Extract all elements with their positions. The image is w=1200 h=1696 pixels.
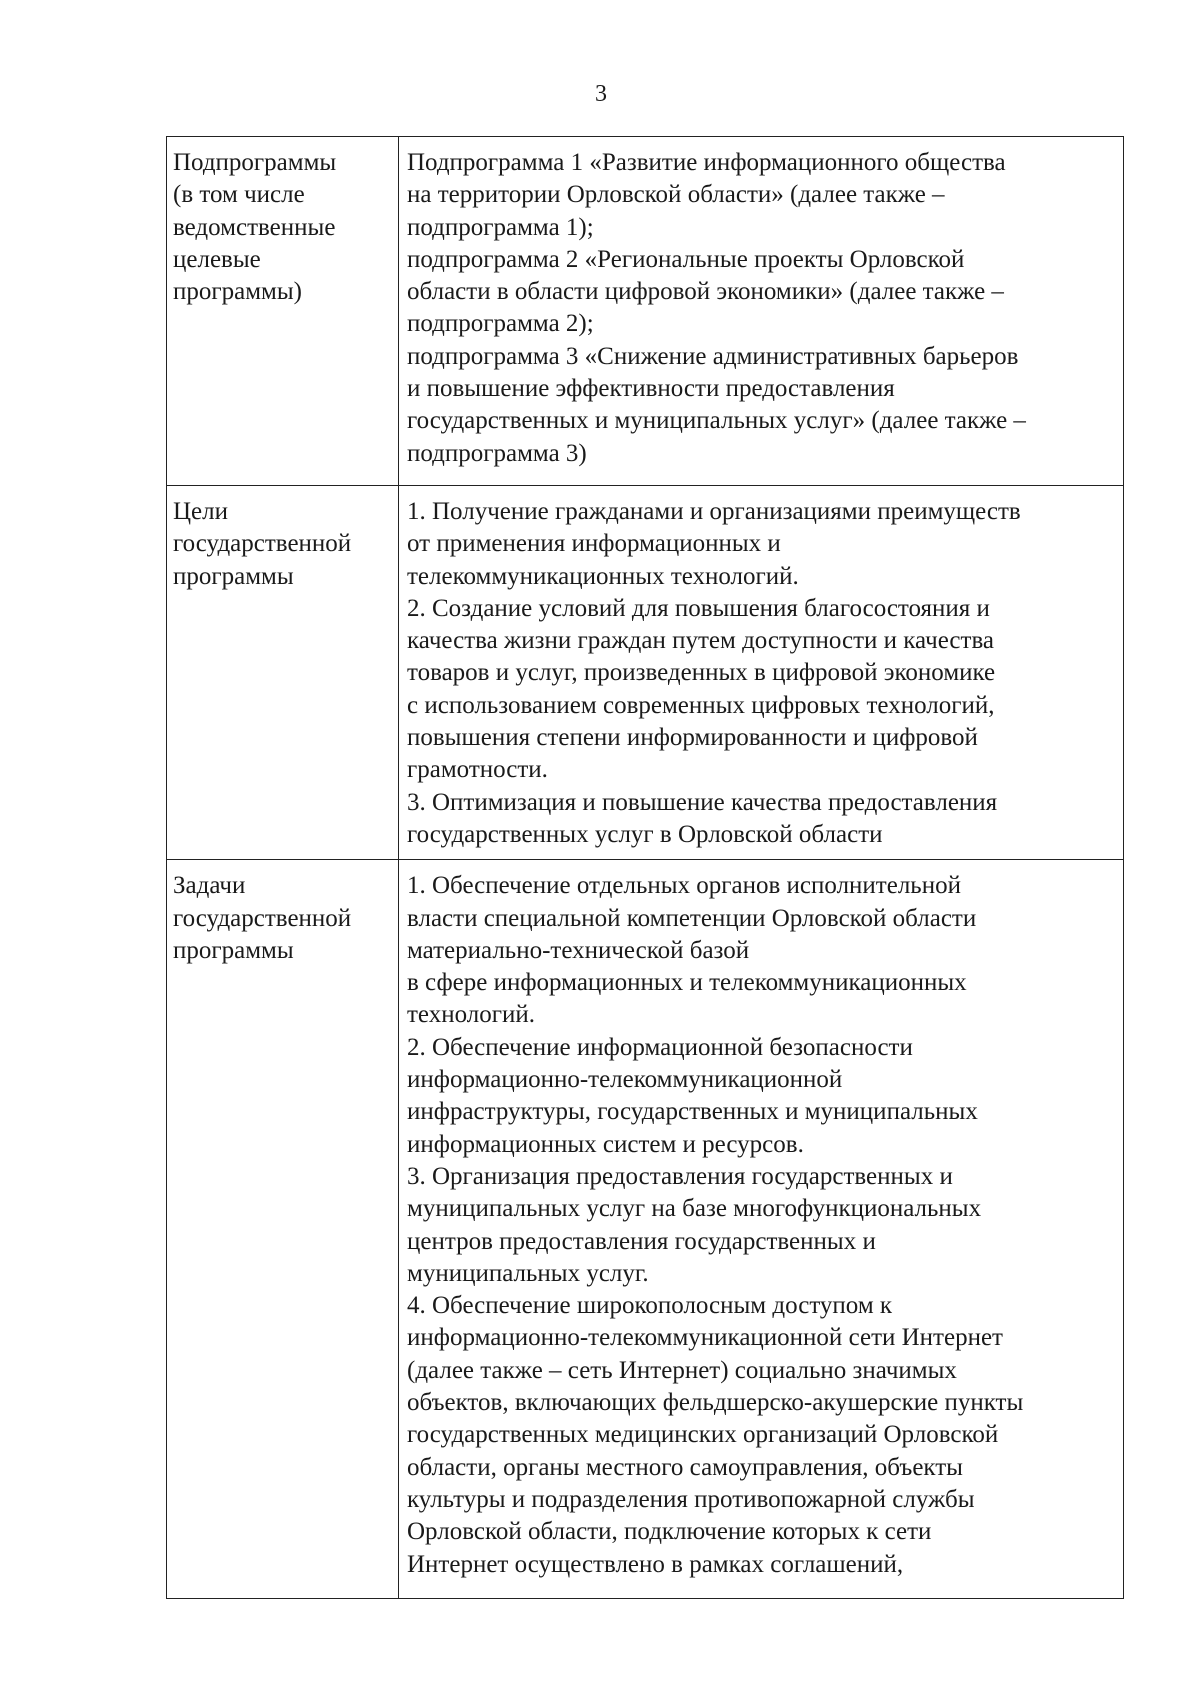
content-line: повышения степени информированности и цифровой	[407, 724, 978, 752]
content-line: власти специальной компетенции Орловской области	[407, 904, 977, 932]
content-line: телекоммуникационных технологий.	[407, 562, 799, 590]
label-line: государственной	[173, 904, 352, 932]
content-line: информационно-телекоммуникационной	[407, 1066, 843, 1094]
content-line: подпрограмма 2 «Региональные проекты Орловской	[407, 245, 965, 273]
content-line: 3. Оптимизация и повышение качества предоставления	[407, 788, 998, 816]
content-line: информационных систем и ресурсов.	[407, 1130, 804, 1158]
content-line: на территории Орловской области» (далее также –	[407, 181, 945, 209]
content-line: центров предоставления государственных и	[407, 1227, 876, 1255]
content-line: грамотности.	[407, 756, 548, 784]
content-line: 1. Получение гражданами и организациями преимуществ	[407, 498, 1021, 525]
label-line: Задачи	[173, 872, 246, 900]
page-number: 3	[595, 81, 607, 107]
content-line: подпрограмма 1);	[407, 213, 594, 241]
row-content-tasks	[399, 860, 1124, 1599]
content-line: подпрограмма 2);	[407, 310, 594, 338]
content-line: (далее также – сеть Интернет) социально значимых	[407, 1356, 957, 1384]
content-line: культуры и подразделения противопожарной службы	[407, 1485, 975, 1513]
label-line: программы)	[173, 278, 302, 306]
content-line: государственных и муниципальных услуг» (далее также –	[407, 407, 1026, 435]
table-row-tasks	[167, 860, 1124, 1599]
content-line: и повышение эффективности предоставления	[407, 375, 895, 403]
content-line: товаров и услуг, произведенных в цифровой экономике	[407, 659, 996, 687]
content-line: 1. Обеспечение отдельных органов исполнительной	[407, 872, 961, 900]
content-line: области, органы местного самоуправления, объекты	[407, 1453, 963, 1481]
content-line: 4. Обеспечение широкополосным доступом к	[407, 1292, 893, 1320]
content-line: государственных услуг в Орловской области	[407, 820, 883, 848]
content-line: в сфере информационных и телекоммуникационных	[407, 969, 967, 997]
content-line: технологий.	[407, 1001, 535, 1029]
passport-table	[166, 136, 1124, 1599]
content-line: подпрограмма 3)	[407, 439, 587, 467]
content-line: Интернет осуществлено в рамках соглашений,	[407, 1550, 904, 1578]
label-line: (в том числе	[173, 181, 305, 209]
content-line: 3. Организация предоставления государственных и	[407, 1162, 953, 1190]
row-content-goals	[399, 486, 1124, 860]
label-line: целевые	[173, 245, 261, 273]
content-line: Орловской области, подключение которых к сети	[407, 1518, 932, 1546]
content-line: подпрограмма 3 «Снижение административных барьеров	[407, 342, 1019, 370]
content-line: 2. Создание условий для повышения благосостояния и	[407, 594, 990, 622]
label-line: ведомственные	[173, 213, 336, 241]
row-content-subprograms	[399, 137, 1124, 486]
content-line: с использованием современных цифровых технологий,	[407, 691, 995, 719]
content-line: материально-технической базой	[407, 936, 750, 964]
content-line: от применения информационных и	[407, 530, 781, 558]
label-line: программы	[173, 936, 294, 964]
table-row-goals	[167, 486, 1124, 860]
row-label-tasks	[167, 860, 399, 1599]
content-line: муниципальных услуг на базе многофункциональных	[407, 1195, 982, 1223]
content-line: муниципальных услуг.	[407, 1259, 649, 1287]
content-line: 2. Обеспечение информационной безопасности	[407, 1033, 913, 1061]
label-line: государственной	[173, 530, 352, 558]
content-line: области в области цифровой экономики» (далее также –	[407, 278, 1004, 306]
row-label-subprograms	[167, 137, 399, 486]
content-line: Подпрограмма 1 «Развитие информационного общества	[407, 149, 1006, 176]
label-line: Подпрограммы	[173, 149, 337, 176]
row-label-goals	[167, 486, 399, 860]
content-line: инфраструктуры, государственных и муниципальных	[407, 1098, 978, 1126]
label-line: программы	[173, 562, 294, 590]
content-line: информационно-телекоммуникационной сети Интернет	[407, 1324, 1003, 1352]
label-line: Цели	[173, 498, 229, 525]
table-row-subprograms	[167, 137, 1124, 486]
content-line: качества жизни граждан путем доступности и качества	[407, 627, 995, 655]
content-line: государственных медицинских организаций Орловской	[407, 1421, 999, 1449]
content-line: объектов, включающих фельдшерско-акушерские пункты	[407, 1389, 1024, 1417]
